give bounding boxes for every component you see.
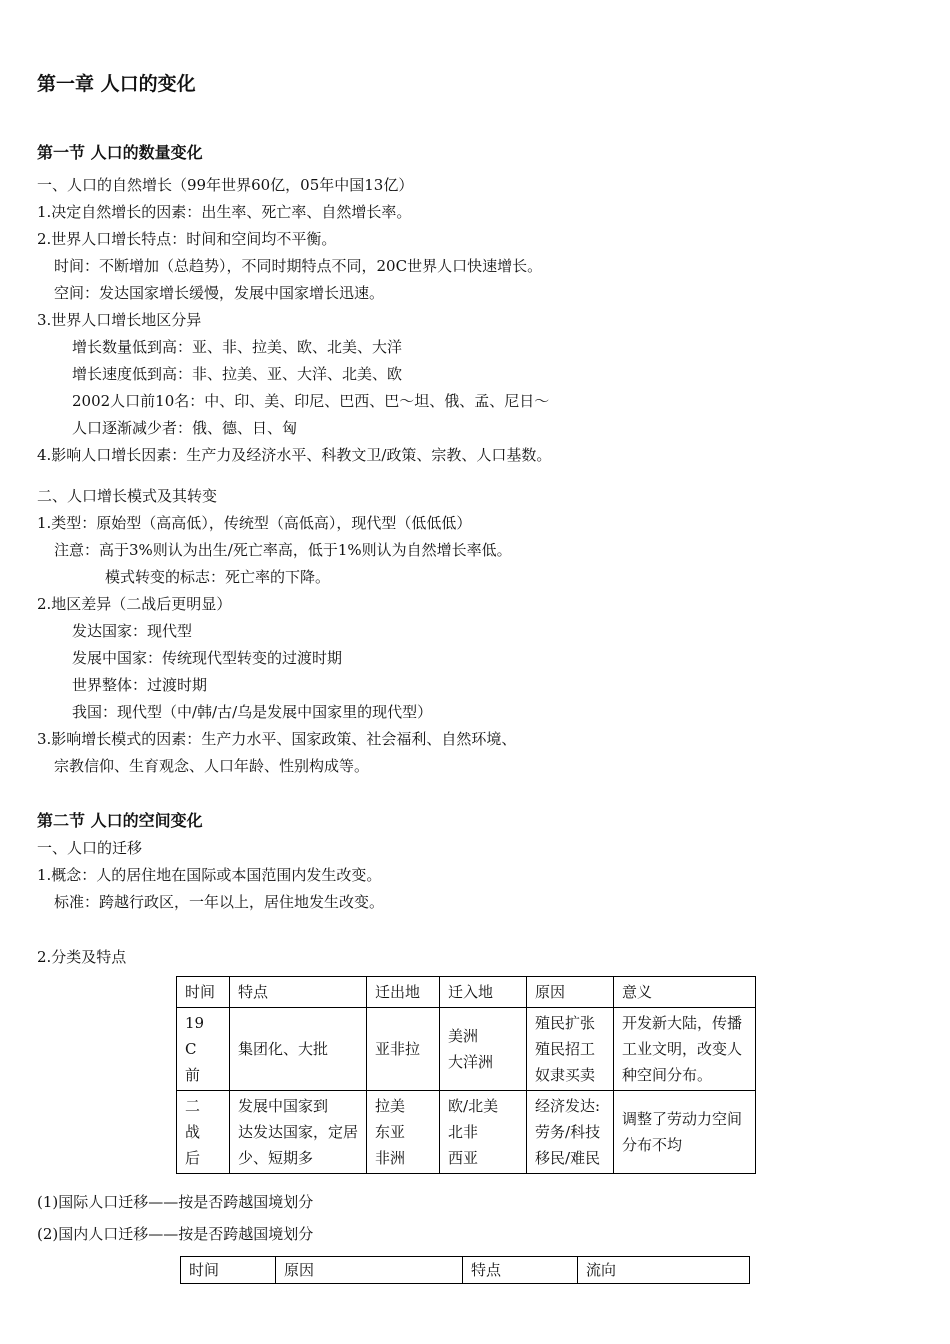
table-row bbox=[177, 1008, 756, 1091]
text-line: 1.概念：人的居住地在国际或本国范围内发生改变。 bbox=[37, 866, 382, 884]
chapter-title: 第一章 人口的变化 bbox=[37, 73, 196, 95]
text-line: 2.世界人口增长特点：时间和空间均不平衡。 bbox=[37, 230, 337, 248]
cell-line: 少、短期多 bbox=[238, 1149, 314, 1167]
text-line: 增长速度低到高：非、拉美、亚、大洋、北美、欧 bbox=[72, 365, 403, 383]
table-cell-feature bbox=[230, 1091, 367, 1174]
table-header: 特点 bbox=[230, 977, 367, 1008]
cell-line: 殖民扩张 bbox=[535, 1014, 596, 1032]
text-line: 空间：发达国家增长缓慢，发展中国家增长迅速。 bbox=[54, 284, 385, 302]
cell-line: 殖民招工 bbox=[535, 1040, 596, 1058]
table-header: 时间 bbox=[177, 977, 230, 1008]
table-cell-meaning bbox=[614, 1091, 756, 1174]
table-cell-reason bbox=[527, 1008, 614, 1091]
migration-table bbox=[176, 976, 756, 1174]
text-line: 一、人口的自然增长（99年世界60亿，05年中国13亿） bbox=[37, 176, 414, 194]
text-line: 发展中国家：传统现代型转变的过渡时期 bbox=[72, 649, 343, 667]
text-line: 时间：不断增加（总趋势），不同时期特点不同，20C世界人口快速增长。 bbox=[54, 257, 543, 275]
cell-line: 美洲 bbox=[448, 1027, 479, 1045]
table-cell-from bbox=[367, 1091, 440, 1174]
text-line: (2)国内人口迁移——按是否跨越国境划分 bbox=[37, 1225, 314, 1243]
table-cell-time bbox=[177, 1091, 230, 1174]
table-header: 意义 bbox=[614, 977, 756, 1008]
cell-line: 劳务/科技 bbox=[535, 1123, 601, 1141]
cell-line: 移民/难民 bbox=[535, 1149, 601, 1167]
cell-line: 奴隶买卖 bbox=[535, 1066, 596, 1084]
cell-line: 大洋洲 bbox=[448, 1053, 494, 1071]
table-header: 特点 bbox=[463, 1257, 578, 1284]
table-header: 迁出地 bbox=[367, 977, 440, 1008]
table-row bbox=[177, 1091, 756, 1174]
table-header-row bbox=[177, 977, 756, 1008]
cell-line: 发展中国家到 bbox=[238, 1097, 329, 1115]
cell-line: 东亚 bbox=[375, 1123, 406, 1141]
table-header: 原因 bbox=[527, 977, 614, 1008]
cell-line: C bbox=[185, 1040, 197, 1058]
table-cell-time bbox=[177, 1008, 230, 1091]
text-line: 注意：高于3%则认为出生/死亡率高，低于1%则认为自然增长率低。 bbox=[54, 541, 512, 559]
cell-line: 分布不均 bbox=[622, 1136, 683, 1154]
cell-line: 前 bbox=[185, 1066, 201, 1084]
cell-line: 战 bbox=[185, 1123, 201, 1141]
cell-line: 拉美 bbox=[375, 1097, 406, 1115]
table-cell-from: 亚非拉 bbox=[367, 1008, 440, 1091]
table-cell-to bbox=[440, 1091, 527, 1174]
cell-line: 欧/北美 bbox=[448, 1097, 499, 1115]
text-line: 模式转变的标志：死亡率的下降。 bbox=[105, 568, 331, 586]
table-header: 原因 bbox=[276, 1257, 463, 1284]
section2-title: 第二节 人口的空间变化 bbox=[37, 811, 203, 830]
cell-line: 19 bbox=[185, 1014, 205, 1032]
section1-title: 第一节 人口的数量变化 bbox=[37, 143, 203, 162]
cell-line: 调整了劳动力空间 bbox=[622, 1110, 743, 1128]
text-line: 一、人口的迁移 bbox=[37, 839, 143, 857]
text-line: 增长数量低到高：亚、非、拉美、欧、北美、大洋 bbox=[72, 338, 403, 356]
table-cell-to bbox=[440, 1008, 527, 1091]
text-line: 宗教信仰、生育观念、人口年龄、性别构成等。 bbox=[54, 757, 370, 775]
cell-line: 经济发达: bbox=[535, 1097, 601, 1115]
text-line: 2.地区差异（二战后更明显） bbox=[37, 595, 232, 613]
text-line: 3.影响增长模式的因素：生产力水平、国家政策、社会福利、自然环境、 bbox=[37, 730, 517, 748]
table-header: 流向 bbox=[578, 1257, 750, 1284]
cell-line: 工业文明，改变人 bbox=[622, 1040, 743, 1058]
table-cell-feature: 集团化、大批 bbox=[230, 1008, 367, 1091]
cell-line: 北非 bbox=[448, 1123, 479, 1141]
text-line: 二、人口增长模式及其转变 bbox=[37, 487, 218, 505]
cell-line: 开发新大陆，传播 bbox=[622, 1014, 743, 1032]
text-line: 发达国家：现代型 bbox=[72, 622, 193, 640]
cell-line: 非洲 bbox=[375, 1149, 406, 1167]
domestic-migration-table bbox=[180, 1256, 750, 1284]
table-header-row bbox=[181, 1257, 750, 1284]
text-line: 世界整体：过渡时期 bbox=[72, 676, 208, 694]
cell-line: 后 bbox=[185, 1149, 201, 1167]
text-line: 3.世界人口增长地区分异 bbox=[37, 311, 202, 329]
text-line: 2002人口前10名：中、印、美、印尼、巴西、巴～坦、俄、孟、尼日～ bbox=[72, 392, 550, 410]
text-line: 人口逐渐减少者：俄、德、日、匈 bbox=[72, 419, 298, 437]
text-line: (1)国际人口迁移——按是否跨越国境划分 bbox=[37, 1193, 314, 1211]
text-line: 标准：跨越行政区，一年以上，居住地发生改变。 bbox=[54, 893, 385, 911]
text-line: 4.影响人口增长因素：生产力及经济水平、科教文卫/政策、宗教、人口基数。 bbox=[37, 446, 552, 464]
table-header: 时间 bbox=[181, 1257, 276, 1284]
text-line: 2.分类及特点 bbox=[37, 948, 127, 966]
table-header: 迁入地 bbox=[440, 977, 527, 1008]
cell-line: 西亚 bbox=[448, 1149, 479, 1167]
text-line: 1.类型：原始型（高高低），传统型（高低高），现代型（低低低） bbox=[37, 514, 472, 532]
table-cell-reason bbox=[527, 1091, 614, 1174]
text-line: 1.决定自然增长的因素：出生率、死亡率、自然增长率。 bbox=[37, 203, 412, 221]
cell-line: 二 bbox=[185, 1097, 201, 1115]
table-cell-meaning bbox=[614, 1008, 756, 1091]
cell-line: 达发达国家，定居 bbox=[238, 1123, 359, 1141]
cell-line: 种空间分布。 bbox=[622, 1066, 713, 1084]
text-line: 我国：现代型（中/韩/古/乌是发展中国家里的现代型） bbox=[72, 703, 433, 721]
